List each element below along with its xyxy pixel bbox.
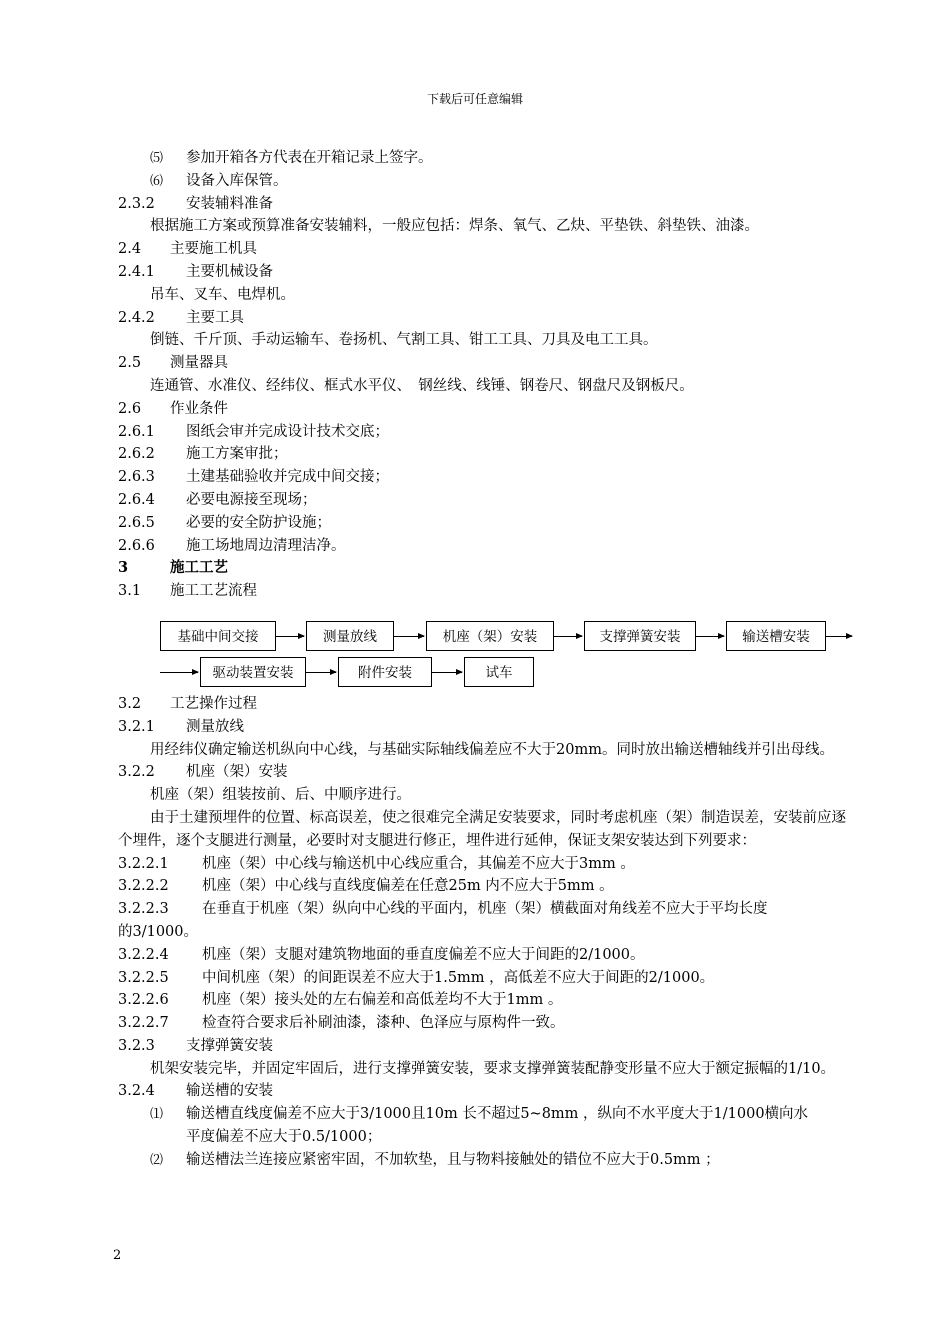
section-number: 3.2.2.5 <box>118 969 169 986</box>
flow-arrow <box>394 636 424 637</box>
requirement-item-continued: 的3/1000。 <box>118 923 199 940</box>
item-text: 图纸会审并完成设计技术交底； <box>186 423 389 440</box>
item-text: 必要的安全防护设施； <box>186 514 331 531</box>
section-heading <box>118 398 858 421</box>
flow-arrow <box>276 636 304 637</box>
item-text: 设备入库保管。 <box>186 172 288 189</box>
section-heading <box>118 1035 858 1058</box>
process-flow-diagram <box>118 603 858 693</box>
section-title: 作业条件 <box>170 400 228 417</box>
section-number: 2.6.2 <box>118 446 155 463</box>
section-number: 2.4.1 <box>118 263 155 280</box>
section-number: 3.2.2.1 <box>118 855 169 872</box>
section-number: 2.3.2 <box>118 195 155 212</box>
section-title: 安装辅料准备 <box>186 195 273 212</box>
item-text: 输送槽直线度偏差不应大于3/1000且10m 长不超过5~8mm ，纵向不水平度大于1/1000横向水 <box>186 1106 809 1123</box>
flow-step: 附件安装 <box>338 657 432 687</box>
paragraph: 由于土建预埋件的位置、标高误差，使之很难完全满足安装要求，同时考虑机座（架）制造误差，安装前应逐个埋件，逐个支腿进行测量，必要时对支腿进行修正，埋件进行延伸，保证支架安装达到下列要求： <box>118 809 846 849</box>
paragraph: 机架安装完毕，并固定牢固后，进行支撑弹簧安装，要求支撑弹簧装配静变形量不应大于额定振幅的1/10。 <box>150 1060 836 1077</box>
item-text: 检查符合要求后补刷油漆，漆种、色泽应与原构件一致。 <box>202 1015 565 1032</box>
item-text: 中间机座（架）的间距误差不应大于1.5mm ，高低差不应大于间距的2/1000。 <box>202 969 715 986</box>
flow-step: 基础中间交接 <box>160 621 276 651</box>
section-number: 3.2 <box>118 695 142 712</box>
section-number: 3.2.2.3 <box>118 901 169 918</box>
paragraph: 倒链、千斤顶、手动运输车、卷扬机、气割工具、钳工工具、刀具及电工工具。 <box>150 332 658 349</box>
requirement-item <box>118 853 858 876</box>
section-number: 2.5 <box>118 355 142 372</box>
item-marker: ⑵ <box>150 1152 164 1168</box>
requirement-item <box>118 967 858 990</box>
requirement-item <box>118 875 858 898</box>
section-number: 3.2.2.4 <box>118 946 169 963</box>
item-text: 参加开箱各方代表在开箱记录上签字。 <box>186 150 433 166</box>
list-item <box>118 170 858 193</box>
item-text: 输送槽法兰连接应紧密牢固，不加软垫，且与物料接触处的错位不应大于0.5mm ； <box>186 1151 720 1168</box>
section-number: 3.2.4 <box>118 1083 155 1100</box>
list-item-continued: 平度偏差不应大于0.5/1000； <box>186 1129 382 1146</box>
document-body <box>118 147 858 1172</box>
section-title: 测量器具 <box>170 355 228 372</box>
item-text: 施工方案审批； <box>186 446 288 463</box>
flow-step: 驱动装置安装 <box>200 657 306 687</box>
item-text: 机座（架）接头处的左右偏差和高低差均不大于1mm 。 <box>202 992 563 1009</box>
section-number: 3.2.1 <box>118 718 155 735</box>
section-title: 输送槽的安装 <box>186 1083 273 1100</box>
flow-step: 测量放线 <box>306 621 394 651</box>
flow-step: 支撑弹簧安装 <box>584 621 696 651</box>
section-number: 2.6.6 <box>118 537 155 554</box>
section-heading <box>118 761 858 784</box>
condition-item <box>118 421 858 444</box>
section-heading <box>118 580 858 603</box>
requirement-item <box>118 944 858 967</box>
section-title: 主要施工机具 <box>170 241 257 258</box>
section-title: 测量放线 <box>186 718 244 735</box>
requirement-item <box>118 989 858 1012</box>
item-text: 在垂直于机座（架）纵向中心线的平面内，机座（架）横截面对角线差不应大于平均长度 <box>202 901 768 918</box>
list-item <box>118 147 858 170</box>
list-item <box>118 1103 858 1126</box>
section-number: 3.2.2.6 <box>118 992 169 1009</box>
page-number: 2 <box>113 1248 122 1263</box>
list-item <box>118 1149 858 1172</box>
paragraph: 机座（架）组装按前、后、中顺序进行。 <box>150 787 411 804</box>
flow-arrow <box>696 636 724 637</box>
section-title: 机座（架）安装 <box>186 764 288 781</box>
paragraph: 用经纬仪确定输送机纵向中心线，与基础实际轴线偏差应不大于20mm。同时放出输送槽轴线并引出母线。 <box>150 741 834 758</box>
section-heading <box>118 307 858 330</box>
item-text: 土建基础验收并完成中间交接； <box>186 469 389 486</box>
section-heading <box>118 261 858 284</box>
section-title: 施工工艺 <box>170 559 228 577</box>
section-number: 3.2.2 <box>118 764 155 781</box>
flow-step: 试车 <box>464 657 534 687</box>
section-number: 2.6.3 <box>118 469 155 486</box>
condition-item <box>118 512 858 535</box>
flow-arrow <box>432 672 462 673</box>
section-title: 施工工艺流程 <box>170 583 257 600</box>
section-title: 支撑弹簧安装 <box>186 1037 273 1054</box>
item-text: 机座（架）支腿对建筑物地面的垂直度偏差不应大于间距的2/1000。 <box>202 946 645 963</box>
section-number: 2.6.1 <box>118 423 155 440</box>
requirement-item <box>118 898 858 921</box>
section-number: 3.2.3 <box>118 1037 155 1054</box>
section-heading <box>118 716 858 739</box>
section-heading <box>118 193 858 216</box>
condition-item <box>118 466 858 489</box>
flow-step: 输送槽安装 <box>726 621 826 651</box>
item-text: 机座（架）中心线与输送机中心线应重合，其偏差不应大于3mm 。 <box>202 855 635 872</box>
item-text: 机座（架）中心线与直线度偏差在任意25m 内不应大于5mm 。 <box>202 878 614 895</box>
section-number: 2.6.5 <box>118 514 155 531</box>
item-text: 必要电源接至现场； <box>186 491 317 508</box>
item-text: 施工场地周边清理洁净。 <box>186 537 346 554</box>
section-number: 3 <box>118 559 129 577</box>
section-heading <box>118 693 858 716</box>
paragraph: 连通管、水准仪、经纬仪、框式水平仪、 钢丝线、线锤、钢卷尺、钢盘尺及钢板尺。 <box>150 377 694 394</box>
flow-arrow <box>554 636 582 637</box>
condition-item <box>118 535 858 558</box>
section-title: 工艺操作过程 <box>170 695 257 712</box>
paragraph: 吊车、叉车、电焊机。 <box>150 286 295 303</box>
section-number: 2.4.2 <box>118 309 155 326</box>
flow-arrow <box>826 636 852 637</box>
section-heading <box>118 238 858 261</box>
section-heading <box>118 352 858 375</box>
section-title: 主要机械设备 <box>186 263 273 280</box>
item-marker: ⑴ <box>150 1107 164 1123</box>
page-header: 下载后可任意编辑 <box>426 92 523 106</box>
section-number: 3.1 <box>118 583 142 600</box>
requirement-item <box>118 1012 858 1035</box>
flow-arrow <box>306 672 336 673</box>
chapter-heading <box>118 557 858 580</box>
paragraph: 根据施工方案或预算准备安装辅料，一般应包括：焊条、氧气、乙炔、平垫铁、斜垫铁、油漆。 <box>150 218 759 235</box>
flow-arrow <box>160 672 198 673</box>
section-number: 3.2.2.2 <box>118 878 169 895</box>
section-heading <box>118 1080 858 1103</box>
section-number: 2.4 <box>118 241 142 258</box>
section-number: 2.6 <box>118 400 142 417</box>
item-marker: ⑹ <box>150 173 164 189</box>
flow-step: 机座（架）安装 <box>426 621 554 651</box>
section-number: 3.2.2.7 <box>118 1015 169 1032</box>
condition-item <box>118 443 858 466</box>
section-title: 主要工具 <box>186 309 244 326</box>
section-number: 2.6.4 <box>118 491 155 508</box>
condition-item <box>118 489 858 512</box>
item-marker: ⑸ <box>150 151 164 166</box>
